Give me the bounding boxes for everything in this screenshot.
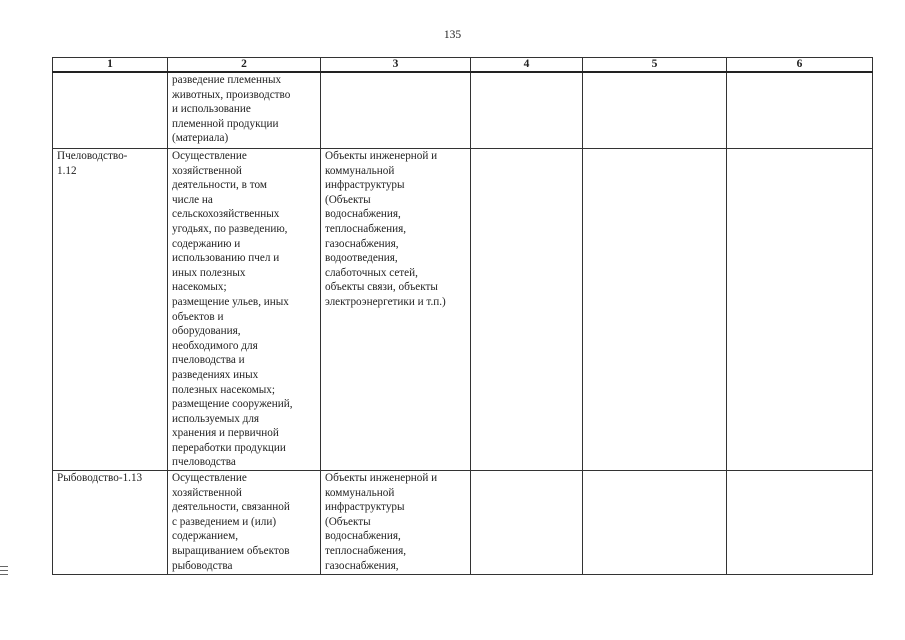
margin-tick [0,574,8,575]
margin-tick [0,566,8,567]
cell-description [168,149,321,471]
cell-text: разведение племенных животных, производство и использование племенной продукции (материала) [172,74,291,145]
cell-use-type [53,471,168,575]
header-row [53,58,873,73]
header-col-6: 6 [727,58,873,73]
cell-permitted-objects [321,471,471,575]
cell-text: Рыбоводство-1.13 [57,472,143,485]
cell-text: Пчеловодство- 1.12 [57,150,128,177]
cell-col-4 [471,471,583,575]
header-col-5: 5 [583,58,727,73]
header-col-1: 1 [53,58,168,73]
cell-text: Объекты инженерной и коммунальной инфраструктуры (Объекты водоснабжения, теплоснабжения, газоснабжения, [325,472,438,572]
margin-tick [0,570,8,571]
header-col-2: 2 [168,58,321,73]
cell-use-type [53,149,168,471]
table-row [53,471,873,575]
cell-permitted-objects [321,72,471,149]
cell-text: Осуществление хозяйственной деятельности, в том числе на сельскохозяйственных угодьях, по разведению, содержанию и использованию пчел и иных полезных насекомых; размещение ульев, иных объектов и оборудования, необходимого для пчеловодства и разведениях иных полезных насекомых; размещение сооружений, используемых для хранения и первичной переработки продукции пчеловодства [172,150,293,469]
cell-use-type [53,72,168,149]
cell-col-6 [727,72,873,149]
cell-text: Осуществление хозяйственной деятельности, связанной с разведением и (или) содержанием, выращиванием объектов рыбоводства [172,472,290,572]
scan-margin-mark [0,566,8,580]
cell-permitted-objects [321,149,471,471]
cell-description [168,72,321,149]
page-number: 135 [443,29,462,41]
header-col-3: 3 [321,58,471,73]
header-col-4: 4 [471,58,583,73]
cell-col-5 [583,149,727,471]
cell-col-4 [471,72,583,149]
cell-text: Объекты инженерной и коммунальной инфраструктуры (Объекты водоснабжения, теплоснабжения, газоснабжения, водоотведения, слаботочных сетей, объекты связи, объекты электроэнергетики и т.п.) [325,150,446,308]
cell-col-5 [583,471,727,575]
cell-col-6 [727,471,873,575]
regulations-table [52,57,873,575]
table-row [53,72,873,149]
cell-col-5 [583,72,727,149]
cell-col-6 [727,149,873,471]
cell-description [168,471,321,575]
cell-col-4 [471,149,583,471]
table-row [53,149,873,471]
